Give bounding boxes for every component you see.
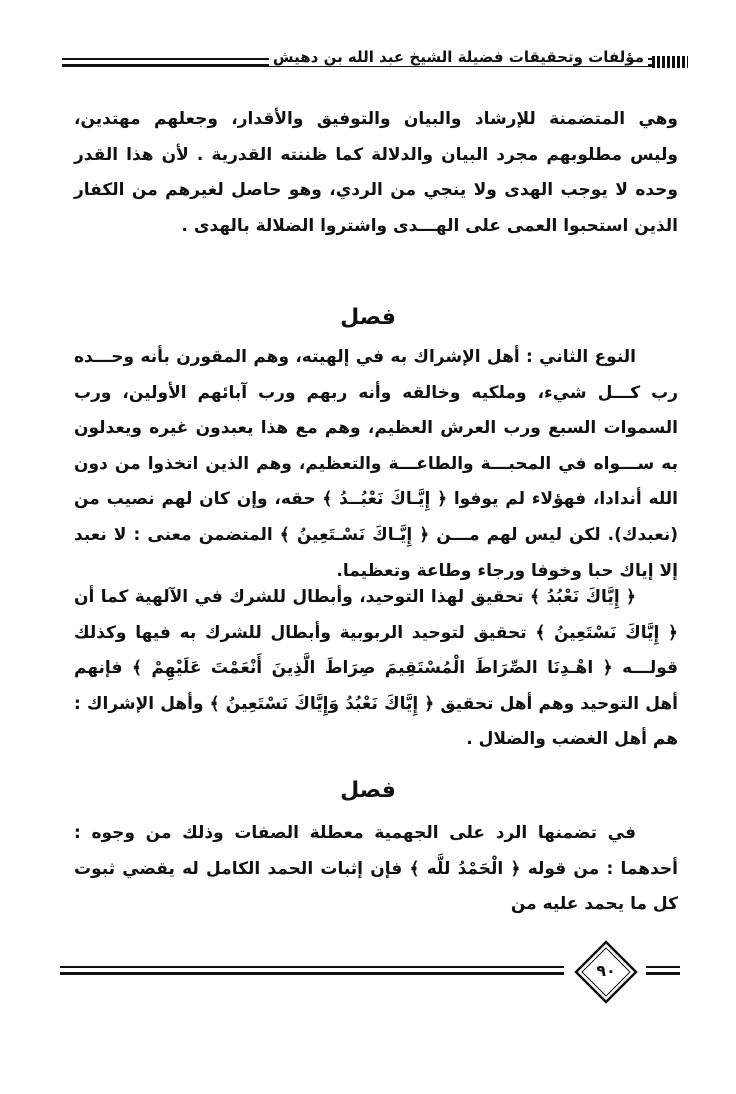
page-number: ٩٠: [596, 961, 616, 980]
paragraph-3: [74, 580, 678, 758]
paragraph-1: [74, 102, 678, 244]
paragraph-3-text: ﴿ إِيَّاكَ نَعْبُدُ ﴾ تحقيق لهذا التوحيد، وأبطال للشرك في الآلهية كما أن ﴿ إِيَّاكَ نَسْتَعِينُ ﴾ تحقيق لتوحيد الربوبية وأبطال للشرك به فيها وكذلك قولـــه ﴿ اهْـدِنَا الصِّرَاطَ الْمُسْتَقِيمَ صِرَاطَ الَّذِينَ أَنْعَمْتَ عَلَيْهِمْ ﴾ فإنهم أهل التوحيد وهم أهل تحقيق ﴿ إِيَّاكَ نَعْبُدُ وَإِيَّاكَ نَسْتَعِينُ ﴾ وأهل الإشراك : هم أهل الغضب والضلال .: [74, 587, 678, 750]
paragraph-1-text: وهي المتضمنة للإرشاد والبيان والتوفيق والأقدار، وجعلهم مهتدين، وليس مطلوبهم مجرد البيان والدلالة كما ظننته القدرية . لأن هذا القدر وحده لا يوجب الهدى ولا ينجي من الردي، وهو حاصل لغيرهم من الكفار الذين استحبوا العمى على الهـــدى واشتروا الضلالة بالهدى .: [74, 109, 678, 236]
header-ornament-icon: [652, 56, 688, 68]
section-heading-2: فصل: [340, 778, 396, 803]
footer-rule-left-top: [60, 966, 564, 968]
paragraph-2-text: النوع الثاني : أهل الإشراك به في إلهيته، وهم المقورن بأنه وحـــده رب كـــل شيء، وملكيه وخالقه وأنه ربهم ورب آبائهم الأولين، ورب السموات السبع ورب العرش العظيم، وهم مع هذا يعبدون غيره ويعدلون به ســـواه في المحبـــة والطاعـــة والتعظيم، وهم الذين اتخذوا من دون الله أندادا، فهؤلاء لم يوفوا ﴿ إِيَّـاكَ نَعْبُــدُ ﴾ حقه، وإن كان لهم نصيب من (نعبدك). لكن ليس لهم مـــن ﴿ إِيَّـاكَ نَسْـتَعِينُ ﴾ المتضمن معنى : لا نعبد إلا إياك حبا وخوفا ورجاء وطاعة وتعظيما.: [74, 347, 678, 581]
running-header: [62, 46, 688, 76]
paragraph-4: [74, 816, 678, 923]
paragraph-2: [74, 340, 678, 589]
section-heading-1: فصل: [340, 305, 396, 330]
header-title: مؤلفات وتحقيقات فضيلة الشيخ عبد الله بن دهيش: [269, 48, 648, 66]
footer-rule-left-bottom: [60, 972, 564, 975]
footer-rule-right-top: [646, 966, 680, 968]
page-number-diamond-icon: [574, 940, 638, 1004]
page-footer: [60, 938, 680, 998]
footer-rule-right-bottom: [646, 972, 680, 975]
paragraph-4-text: في تضمنها الرد على الجهمية معطلة الصفات وذلك من وجوه : أحدهما : من قوله ﴿ الْحَمْدُ للَّه ﴾ فإن إثبات الحمد الكامل له يقضي ثبوت كل ما يحمد عليه من: [74, 823, 678, 915]
